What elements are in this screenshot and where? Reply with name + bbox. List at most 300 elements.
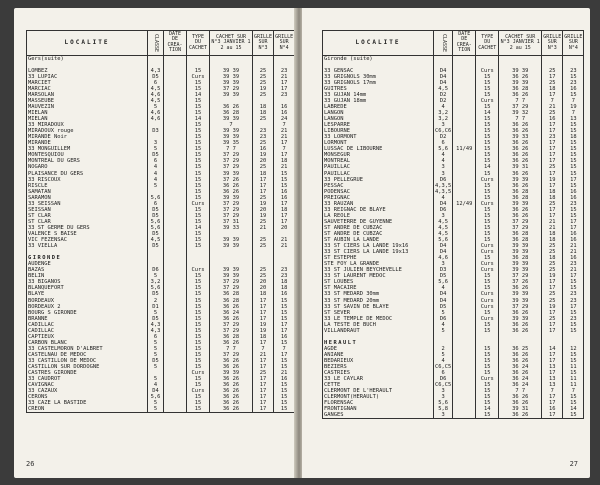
cachet-cell: 36 28 xyxy=(210,334,253,340)
grille4-cell: 15 xyxy=(563,370,584,376)
grille3-cell: 19 xyxy=(253,328,274,334)
grille4-cell: 11 xyxy=(563,382,584,388)
cachet-cell: 39 39 xyxy=(499,267,542,273)
locality-cell: 33 LE TEMPLE DE MEDOC xyxy=(323,316,434,322)
type-cell: 15 xyxy=(476,346,499,352)
grille3-cell: 17 xyxy=(542,412,563,419)
header-cachet: CACHET SUR N°3 JANVIER 1 2 au 15 xyxy=(210,31,253,56)
classe-cell: 5 xyxy=(148,183,164,189)
grille3-cell: 17 xyxy=(253,189,274,195)
classe-cell: 4,6 xyxy=(148,110,164,116)
cachet-cell: 36 26 xyxy=(499,213,542,219)
cachet-cell: 36 28 xyxy=(499,237,542,243)
classe-cell: 5 xyxy=(148,400,164,406)
grille4-cell: 16 xyxy=(274,110,295,116)
left-rows xyxy=(27,55,295,413)
classe-cell: D5 xyxy=(148,213,164,219)
locality-cell: 33 GUJAN 14mm xyxy=(323,92,434,98)
classe-cell: 4 xyxy=(434,195,453,201)
cachet-cell: 36 26 xyxy=(499,310,542,316)
classe-cell: 4,5 xyxy=(434,225,453,231)
grille3-cell: 25 xyxy=(253,68,274,74)
type-cell: 15 xyxy=(476,122,499,128)
type-cell: 15 xyxy=(476,285,499,291)
type-cell: 15 xyxy=(187,134,210,140)
cachet-cell: 36 26 xyxy=(210,340,253,346)
grille3-cell: 18 xyxy=(253,291,274,297)
grille3-cell: 18 xyxy=(542,255,563,261)
locality-cell: HERAULT xyxy=(323,340,434,346)
grille4-cell: 17 xyxy=(274,328,295,334)
classe-cell: D4 xyxy=(434,74,453,80)
grille3-cell: 17 xyxy=(542,140,563,146)
locality-cell: CLERMONT DE L'HERAULT xyxy=(323,388,434,394)
grille3-cell: 17 xyxy=(253,177,274,183)
locality-cell: CAVIGNAC xyxy=(27,382,148,388)
grille3-cell: 21 xyxy=(542,104,563,110)
type-cell: 15 xyxy=(476,279,499,285)
grille3-cell: 19 xyxy=(542,177,563,183)
type-cell: 15 xyxy=(187,104,210,110)
date-cell xyxy=(453,412,476,419)
locality-cell: MONTREAL xyxy=(323,158,434,164)
type-cell: 15 xyxy=(187,382,210,388)
type-cell: 15 xyxy=(476,207,499,213)
classe-cell: 3 xyxy=(434,412,453,419)
classe-cell: D2 xyxy=(434,92,453,98)
locality-cell: 33 GUJAN 18mm xyxy=(323,98,434,104)
type-cell: 15 xyxy=(187,207,210,213)
grille3-cell: 18 xyxy=(253,171,274,177)
grille4-cell: 15 xyxy=(563,152,584,158)
grille3-cell: 25 xyxy=(542,243,563,249)
grille4-cell: 7 xyxy=(274,346,295,352)
cachet-cell: 36 26 xyxy=(499,183,542,189)
locality-cell: CASTELNAU DE MEDOC xyxy=(27,352,148,358)
date-cell xyxy=(164,406,187,413)
grille4-cell: 15 xyxy=(563,207,584,213)
classe-cell: D4 xyxy=(434,291,453,297)
cachet-cell: 39 32 xyxy=(499,110,542,116)
classe-cell: C6,C5 xyxy=(435,364,452,371)
grille4-cell: 14 xyxy=(563,406,584,412)
type-cell: 15 xyxy=(476,219,499,225)
cachet-cell: 36 26 xyxy=(499,152,542,158)
table-row xyxy=(27,406,295,413)
type-cell: 14 xyxy=(476,110,499,116)
locality-cell: 33 MONGUILLEM xyxy=(27,146,148,152)
cachet-cell: 36 26 xyxy=(210,406,253,413)
grille3-cell: 19 xyxy=(253,152,274,158)
locality-cell: FLORENSAC xyxy=(323,400,434,406)
cachet-cell: 39 39 xyxy=(499,298,542,304)
cachet-cell: 36 24 xyxy=(210,310,253,316)
grille3-cell: 17 xyxy=(542,322,563,328)
grille3-cell: 25 xyxy=(253,237,274,243)
locality-cell: MIELAN xyxy=(27,116,148,122)
locality-cell: BOURG S GIRONDE xyxy=(27,310,148,316)
grille4-cell: 7 xyxy=(563,110,584,116)
cachet-cell: 39 31 xyxy=(499,406,542,412)
grille4-cell: 16 xyxy=(274,291,295,297)
classe-cell: 5 xyxy=(148,352,164,358)
cachet-cell: 39 39 xyxy=(210,116,253,122)
grille3-cell: 23 xyxy=(253,134,274,140)
grille3-cell: 20 xyxy=(253,158,274,164)
locality-cell: LANGON xyxy=(323,116,434,122)
cachet-cell: 36 26 xyxy=(499,352,542,358)
grille3-cell: 17 xyxy=(253,376,274,382)
grille4-cell: 21 xyxy=(274,237,295,243)
header-localite: LOCALITE xyxy=(27,31,148,56)
locality-cell: 33 LE CAYLAR xyxy=(323,376,434,382)
type-cell: 15 xyxy=(187,146,210,152)
grille3-cell: 18 xyxy=(542,195,563,201)
page-number: 27 xyxy=(569,460,578,468)
type-cell: 15 xyxy=(476,225,499,231)
grille4-cell: 23 xyxy=(563,201,584,207)
type-cell: 15 xyxy=(187,80,210,86)
cachet-cell: 36 26 xyxy=(499,171,542,177)
grille4-cell: 15 xyxy=(274,406,295,413)
cachet-cell: 36 26 xyxy=(210,316,253,322)
grille3-cell: 21 xyxy=(542,225,563,231)
grille4-cell: 7 xyxy=(274,122,295,128)
locality-cell: 33 ST CIERS LA LANDE 19x13 xyxy=(323,249,434,255)
cachet-cell: 39 39 xyxy=(499,201,542,207)
grille4-cell: 20 xyxy=(274,225,295,231)
type-cell: 15 xyxy=(187,376,210,382)
cachet-cell: 36 26 xyxy=(210,304,253,310)
locality-cell: MIRANDE Noir xyxy=(27,134,148,140)
classe-cell: D5 xyxy=(148,74,164,80)
type-cell: Curs xyxy=(476,267,499,273)
grille3-cell: 19 xyxy=(542,273,563,279)
locality-cell: 33 CASTELMORON D'ALBRET xyxy=(27,346,148,352)
cachet-cell: 36 28 xyxy=(499,189,542,195)
classe-cell: 4,6 xyxy=(434,255,453,261)
locality-cell: SAMATAN xyxy=(27,189,148,195)
cachet-cell: 36 28 xyxy=(499,195,542,201)
type-cell: 15 xyxy=(476,273,499,279)
grille3-cell: 25 xyxy=(542,298,563,304)
classe-cell: D4 xyxy=(434,68,453,74)
classe-cell: 5,6 xyxy=(434,146,453,152)
grille4-cell: 12 xyxy=(563,346,584,352)
classe-cell: 6 xyxy=(434,140,453,146)
grille3-cell: 14 xyxy=(542,346,563,352)
type-cell: 15 xyxy=(476,255,499,261)
grille3-cell: 21 xyxy=(542,219,563,225)
grille4-cell: 23 xyxy=(563,68,584,74)
locality-cell: PLAISANCE DU GERS xyxy=(27,171,148,177)
type-cell: 14 xyxy=(476,164,499,170)
type-cell: Curs xyxy=(476,201,499,207)
grille4-cell: 17 xyxy=(563,225,584,231)
locality-cell: MARCIAC xyxy=(27,86,148,92)
cachet-cell: 39 39 xyxy=(210,237,253,243)
locality-cell: CASTRES GIRONDE xyxy=(27,370,148,376)
locality-cell: BRANNE xyxy=(27,316,148,322)
locality-cell: MONTESQUIOU xyxy=(27,152,148,158)
classe-cell: 6 xyxy=(434,370,453,376)
grille3-cell: 17 xyxy=(542,285,563,291)
locality-cell: 33 CAZE LA BASTIDE xyxy=(27,400,148,406)
grille4-cell: 15 xyxy=(563,140,584,146)
type-cell: 15 xyxy=(187,304,210,310)
grille3-cell: 17 xyxy=(542,74,563,80)
locality-cell: AGDE xyxy=(323,346,434,352)
type-cell: 15 xyxy=(187,177,210,183)
grille4-cell: 15 xyxy=(563,412,584,419)
header-grille3: GRILLE SUR N°3 xyxy=(253,31,274,56)
classe-cell: 3,2 xyxy=(148,279,164,285)
cachet-cell: 36 26 xyxy=(210,189,253,195)
cachet-cell: 36 28 xyxy=(499,255,542,261)
locality-cell: MONTREAL DU GERS xyxy=(27,158,148,164)
cachet-cell: 36 24 xyxy=(499,376,542,382)
locality-cell: CLERMONT(HERAULT) xyxy=(323,394,434,400)
grille3-cell: 17 xyxy=(253,364,274,370)
grille4-cell: 15 xyxy=(563,310,584,316)
grille3-cell: 13 xyxy=(542,382,563,388)
date-cell: 11/49 xyxy=(453,146,476,152)
grille4-cell: 18 xyxy=(563,134,584,140)
grille3-cell: 17 xyxy=(253,358,274,364)
grille3-cell: 18 xyxy=(542,86,563,92)
grille4-cell: 15 xyxy=(563,122,584,128)
cachet-cell: 39 39 xyxy=(210,128,253,134)
classe-cell: 3,2 xyxy=(434,110,453,116)
locality-cell: 33 LORMONT xyxy=(323,134,434,140)
header-classe: CLASSE xyxy=(148,31,164,56)
grille4-cell: 15 xyxy=(274,310,295,316)
classe-cell: 5 xyxy=(148,364,164,370)
header-grille3: GRILLE SUR N°3 xyxy=(542,31,563,56)
grille4-cell: 15 xyxy=(274,304,295,310)
type-cell: 15 xyxy=(187,243,210,249)
grille4-cell: 15 xyxy=(563,285,584,291)
cachet-cell: 36 25 xyxy=(499,346,542,352)
grille4-cell: 23 xyxy=(563,261,584,267)
cachet-cell: 36 26 xyxy=(499,128,542,134)
type-cell: Curs xyxy=(476,298,499,304)
type-cell: 15 xyxy=(187,285,210,291)
classe-cell: 4,5 xyxy=(148,86,164,92)
locality-cell: VALENCE S BAISE xyxy=(27,231,148,237)
locality-cell: 33 REIGNAC DE BLAYE xyxy=(323,207,434,213)
locality-cell: CREON xyxy=(27,406,148,413)
type-cell: 15 xyxy=(187,273,210,279)
cachet-cell: 36 26 xyxy=(499,92,542,98)
cachet-cell: 36 26 xyxy=(210,388,253,394)
type-cell: 15 xyxy=(187,406,210,413)
classe-cell: D5 xyxy=(148,152,164,158)
grille4-cell: 16 xyxy=(274,104,295,110)
locality-cell: CETTE xyxy=(323,382,434,388)
cachet-cell: 37 29 xyxy=(210,328,253,334)
locality-cell: 33 CAUDROT xyxy=(27,376,148,382)
classe-cell: 6 xyxy=(148,80,164,86)
classe-cell: 5,6 xyxy=(148,219,164,225)
grille4-cell: 15 xyxy=(563,322,584,328)
grille4-cell: 15 xyxy=(563,171,584,177)
type-cell: 15 xyxy=(187,152,210,158)
grille4-cell: 18 xyxy=(274,207,295,213)
type-cell: 15 xyxy=(476,74,499,80)
cachet-cell: 37 29 xyxy=(210,213,253,219)
classe-cell: D6 xyxy=(434,207,453,213)
locality-cell: 33 ST JULIEN BEYCHEVELLE xyxy=(323,267,434,273)
classe-cell: D4 xyxy=(434,243,453,249)
header-type: TYPE DU CACHET xyxy=(476,31,499,56)
grille3-cell: 18 xyxy=(253,104,274,110)
cachet-cell: 7 7 xyxy=(210,146,253,152)
classe-cell: D4 xyxy=(434,80,453,86)
classe-cell: 5 xyxy=(148,340,164,346)
type-cell: 15 xyxy=(476,237,499,243)
grille3-cell: 25 xyxy=(542,68,563,74)
grille3-cell: 25 xyxy=(253,370,274,376)
classe-cell: 4,5 xyxy=(434,86,453,92)
grille4-cell: 24 xyxy=(274,116,295,122)
grille4-cell: 16 xyxy=(563,231,584,237)
grille4-cell: 15 xyxy=(563,92,584,98)
type-cell: 15 xyxy=(187,110,210,116)
grille3-cell: 17 xyxy=(253,316,274,322)
type-cell: 15 xyxy=(187,98,210,104)
cachet-cell: 36 28 xyxy=(210,291,253,297)
cachet-cell: 39 39 xyxy=(210,80,253,86)
grille4-cell: 15 xyxy=(563,183,584,189)
grille3-cell: 25 xyxy=(542,291,563,297)
grille3-cell: 17 xyxy=(542,128,563,134)
grille3-cell: 20 xyxy=(253,279,274,285)
cachet-cell: 39 33 xyxy=(210,225,253,231)
grille4-cell: 15 xyxy=(563,352,584,358)
classe-cell: 4 xyxy=(434,285,453,291)
locality-cell: CASTRIES xyxy=(323,370,434,376)
cachet-cell: 36 26 xyxy=(499,146,542,152)
classe-cell: 4 xyxy=(434,358,453,364)
cachet-cell: 36 26 xyxy=(210,394,253,400)
type-cell: 15 xyxy=(187,310,210,316)
type-cell: 15 xyxy=(476,104,499,110)
grille3-cell: 25 xyxy=(253,195,274,201)
type-cell: 15 xyxy=(476,134,499,140)
classe-cell: 3 xyxy=(434,388,453,394)
cachet-cell: 36 26 xyxy=(499,358,542,364)
grille3-cell: 25 xyxy=(253,92,274,98)
grille4-cell: 23 xyxy=(563,298,584,304)
grille4-cell: 15 xyxy=(563,358,584,364)
grille3-cell: 25 xyxy=(253,80,274,86)
grille4-cell: 21 xyxy=(563,249,584,255)
cachet-cell: 37 29 xyxy=(499,304,542,310)
grille3-cell: 17 xyxy=(253,183,274,189)
classe-cell: D6 xyxy=(148,267,164,273)
grille3-cell: 20 xyxy=(253,285,274,291)
date-cell: 12/49 xyxy=(453,201,476,207)
cachet-cell: 37 26 xyxy=(499,279,542,285)
grille4-cell: 18 xyxy=(274,285,295,291)
classe-cell: D6 xyxy=(434,177,453,183)
locality-cell: MASSEUBE xyxy=(27,98,148,104)
grille3-cell: 7 xyxy=(253,346,274,352)
type-cell: 15 xyxy=(187,140,210,146)
classe-cell: 4,6 xyxy=(148,92,164,98)
locality-cell: GANGES xyxy=(323,412,434,419)
type-cell: 15 xyxy=(476,382,499,388)
grille4-cell: 17 xyxy=(274,219,295,225)
locality-cell: BAZAS xyxy=(27,267,148,273)
grille4-cell: 23 xyxy=(274,68,295,74)
locality-cell: LABREDE xyxy=(323,104,434,110)
grille3-cell: 23 xyxy=(253,128,274,134)
classe-cell: 4,5 xyxy=(434,231,453,237)
cachet-cell: 37 29 xyxy=(499,225,542,231)
type-cell: 15 xyxy=(476,328,499,334)
grille4-cell: 16 xyxy=(563,255,584,261)
locality-cell: LA TESTE DE BUCH xyxy=(323,322,434,328)
grille4-cell: 21 xyxy=(274,74,295,80)
cachet-cell: 36 26 xyxy=(499,285,542,291)
grille3-cell: 18 xyxy=(542,231,563,237)
type-cell: 15 xyxy=(476,310,499,316)
classe-cell: 5,6 xyxy=(434,400,453,406)
classe-cell: D5 xyxy=(148,207,164,213)
locality-cell: 33 PELLEGRUE xyxy=(323,177,434,183)
grille3-cell: 13 xyxy=(542,364,563,370)
right-rows xyxy=(323,55,584,419)
grille3-cell: 18 xyxy=(542,237,563,243)
cachet-cell: 39 39 xyxy=(210,134,253,140)
type-cell: 15 xyxy=(476,86,499,92)
locality-cell: MAUVEZIN xyxy=(27,104,148,110)
right-table xyxy=(322,30,584,419)
grille3-cell: 17 xyxy=(542,328,563,334)
cachet-cell: 37 26 xyxy=(210,177,253,183)
cachet-cell: 39 35 xyxy=(210,140,253,146)
classe-cell: 5 xyxy=(148,273,164,279)
locality-cell: CADILLAC xyxy=(27,322,148,328)
locality-cell: MONSEGUR xyxy=(323,152,434,158)
grille4-cell: 21 xyxy=(274,134,295,140)
locality-cell: 33 CASTILLON DE MEDOC xyxy=(27,358,148,364)
cachet-cell: 36 26 xyxy=(499,140,542,146)
classe-cell: 4,3 xyxy=(148,322,164,328)
grille3-cell: 20 xyxy=(253,207,274,213)
type-cell: 15 xyxy=(187,183,210,189)
type-cell: Curs xyxy=(476,68,499,74)
grille4-cell: 15 xyxy=(563,279,584,285)
classe-cell: D1 xyxy=(148,304,164,310)
type-cell: 15 xyxy=(187,86,210,92)
locality-cell: VILLANDRAUT xyxy=(323,328,434,334)
grille3-cell: 16 xyxy=(253,146,274,152)
classe-cell: 4,3,5 xyxy=(435,188,452,195)
classe-cell: 5 xyxy=(434,328,453,334)
grille4-cell: 21 xyxy=(563,267,584,273)
locality-cell: AUDENGE xyxy=(27,261,148,267)
type-cell: 15 xyxy=(476,80,499,86)
grille3-cell: 18 xyxy=(542,189,563,195)
cachet-cell: 37 29 xyxy=(499,219,542,225)
grille3-cell: 17 xyxy=(542,370,563,376)
cachet-cell: 36 26 xyxy=(499,328,542,334)
classe-cell: D4 xyxy=(148,388,164,394)
grille3-cell: 17 xyxy=(253,400,274,406)
